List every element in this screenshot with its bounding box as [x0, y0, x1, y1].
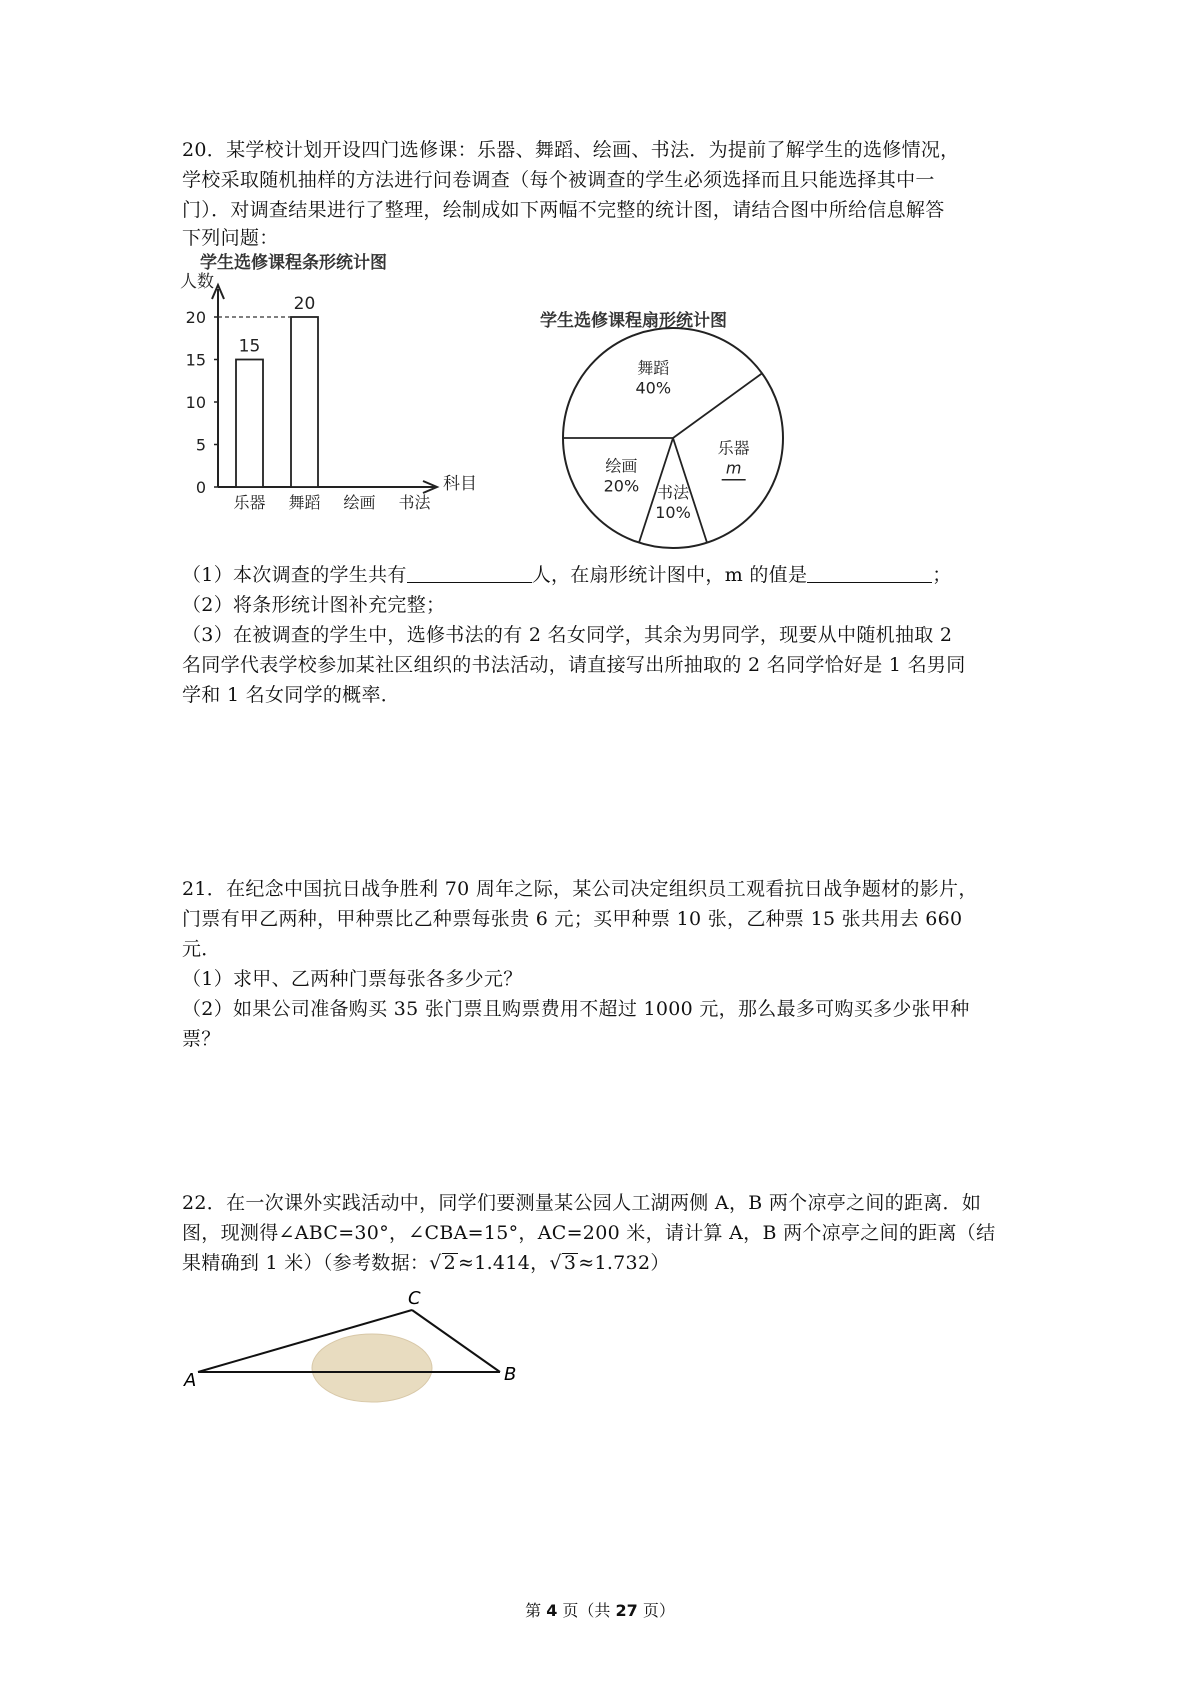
vertex-label-a: A [184, 1370, 197, 1391]
q22-line3-text: 果精确到 1 米）（参考数据： [182, 1252, 430, 1274]
q20-line-4: 下列问题： [182, 227, 279, 249]
x-tick-label: 乐器 [233, 493, 266, 512]
sqrt-symbol: √ [429, 1252, 442, 1274]
sqrt-3-radicand: 3 [563, 1252, 577, 1274]
y-tick-label: 0 [195, 478, 206, 497]
sqrt-symbol: √ [549, 1252, 562, 1274]
footer-page-number: 4 [546, 1601, 558, 1620]
q22-line-3 [182, 1251, 670, 1275]
x-axis-label: 科目 [443, 474, 477, 494]
pie-chart [555, 320, 795, 560]
page-footer [0, 1598, 1200, 1621]
triangle-figure [180, 1290, 540, 1410]
bar-value-label: 20 [293, 294, 316, 314]
q22-line-2: 图，现测得∠ABC=30°，∠CBA=15°，AC=200 米，请计算 A，B 两个凉亭之间的距离（结 [182, 1222, 996, 1244]
vertex-label-b: B [504, 1364, 517, 1385]
pie-slice-value: 40% [635, 378, 672, 398]
q21-line-5: （2）如果公司准备购买 35 张门票且购票费用不超过 1000 元，那么最多可购买多少张甲种 [182, 998, 970, 1020]
pie-slice-value: 20% [603, 476, 640, 496]
x-tick-label: 舞蹈 [288, 493, 321, 512]
footer-suffix: 页） [637, 1601, 675, 1620]
q20-sub1-text-b: 人，在扇形统计图中，m 的值是 [531, 564, 808, 586]
pie-slice-label: 绘画 [605, 456, 638, 476]
bar-chart [180, 262, 520, 562]
bar [291, 317, 318, 487]
y-tick-label: 5 [195, 435, 206, 455]
q22-line-1: 22．在一次课外实践活动中，同学们要测量某公园人工湖两侧 A，B 两个凉亭之间的距离．如 [182, 1192, 982, 1214]
q20-sub-3-line-3: 学和 1 名女同学的概率． [182, 684, 401, 706]
lake-shape [312, 1334, 432, 1402]
sqrt-2-radicand: 2 [443, 1252, 456, 1274]
approx-2: ≈1.732） [578, 1252, 670, 1274]
pie-chart-title: 学生选修课程扇形统计图 [540, 311, 727, 331]
bar-value-label: 15 [238, 336, 261, 357]
y-tick-label: 15 [185, 350, 206, 370]
pie-slice-label: 书法 [656, 482, 690, 502]
answer-blank-m[interactable] [807, 564, 932, 583]
q21-line-4: （1）求甲、乙两种门票每张各多少元？ [182, 968, 523, 990]
footer-middle: 页（共 [557, 1601, 616, 1620]
vertex-label-c: C [408, 1290, 421, 1309]
pie-slice-value: m [725, 458, 742, 478]
pie-slice-label: 乐器 [717, 438, 750, 458]
q21-line-1: 21．在纪念中国抗日战争胜利 70 周年之际，某公司决定组织员工观看抗日战争题材的影片， [182, 878, 978, 900]
approx-1: ≈1.414， [457, 1252, 550, 1274]
x-tick-label: 绘画 [343, 493, 376, 512]
q20-line-1: 20．某学校计划开设四门选修课：乐器、舞蹈、绘画、书法．为提前了解学生的选修情况， [182, 139, 960, 161]
q20-sub-3-line-2: 名同学代表学校参加某社区组织的书法活动，请直接写出所抽取的 2 名同学恰好是 1 名男同 [182, 654, 966, 676]
q20-sub-3-line-1: （3）在被调查的学生中，选修书法的有 2 名女同学，其余为男同学，现要从中随机抽取 2 [182, 624, 953, 646]
y-axis-label: 人数 [180, 272, 214, 292]
q20-sub1-text-c: ； [932, 564, 952, 586]
q20-line-2: 学校采取随机抽样的方法进行问卷调查（每个被调查的学生必须选择而且只能选择其中一 [182, 169, 935, 191]
x-tick-label: 书法 [398, 493, 431, 512]
pie-slice-label: 舞蹈 [637, 358, 670, 378]
answer-blank-total[interactable] [407, 564, 532, 583]
q20-sub-2: （2）将条形统计图补充完整； [182, 594, 446, 616]
footer-prefix: 第 [525, 1601, 547, 1620]
bar [236, 360, 263, 488]
q20-sub1-text-a: （1）本次调查的学生共有 [182, 564, 407, 586]
q20-sub-1 [182, 563, 952, 587]
q21-line-6: 票？ [182, 1028, 221, 1050]
footer-total-pages: 27 [615, 1601, 638, 1620]
q21-line-3: 元． [182, 938, 221, 960]
bar-chart-title: 学生选修课程条形统计图 [200, 253, 387, 273]
pie-slice-value: 10% [655, 502, 691, 522]
y-tick-label: 20 [185, 308, 206, 327]
y-tick-label: 10 [185, 393, 206, 412]
q21-line-2: 门票有甲乙两种，甲种票比乙种票每张贵 6 元；买甲种票 10 张，乙种票 15 张共用去 660 [182, 908, 963, 930]
q20-line-3: 门）．对调查结果进行了整理，绘制成如下两幅不完整的统计图，请结合图中所给信息解答 [182, 199, 945, 221]
